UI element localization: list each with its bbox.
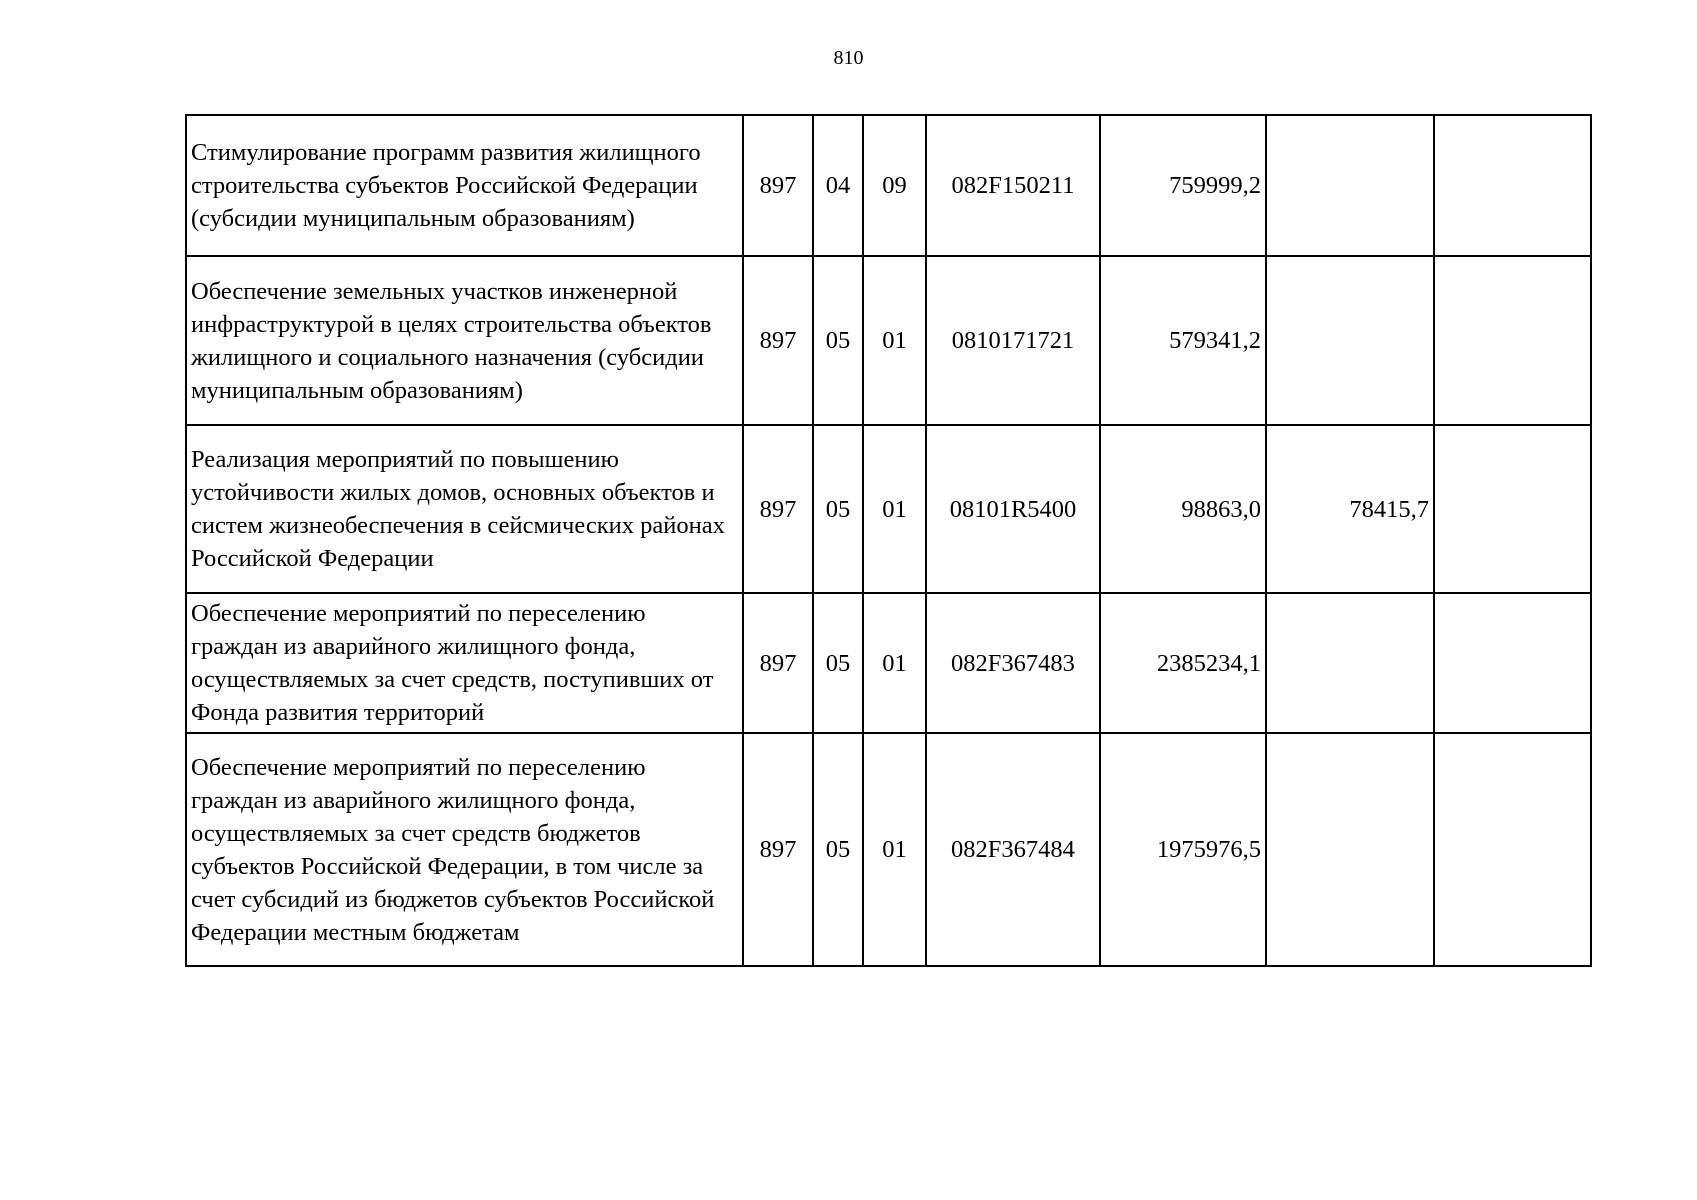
amount-federal-cell: 78415,7 [1266, 425, 1434, 593]
target-article-cell: 082F367483 [926, 593, 1100, 733]
target-article-cell: 08101R5400 [926, 425, 1100, 593]
amount-extra-cell [1434, 733, 1591, 966]
section-cell: 05 [813, 425, 863, 593]
table-row [186, 593, 1591, 733]
section-cell: 05 [813, 593, 863, 733]
table-row [186, 733, 1591, 966]
target-article-cell: 082F150211 [926, 115, 1100, 256]
amount-extra-cell [1434, 425, 1591, 593]
grbs-cell: 897 [743, 256, 813, 425]
page-number: 810 [833, 47, 864, 69]
row-name-cell: Реализация мероприятий по повышению устойчивости жилых домов, основных объектов и систем жизнеобеспечения в сейсмических районах Российской Федерации [186, 425, 743, 593]
row-name-cell: Обеспечение мероприятий по переселению граждан из аварийного жилищного фонда, осуществляемых за счет средств бюджетов субъектов Российской Федерации, в том числе за счет субсидий из бюджетов субъектов Российской Федерации местным бюджетам [186, 733, 743, 966]
grbs-cell: 897 [743, 425, 813, 593]
row-name-cell: Стимулирование программ развития жилищного строительства субъектов Российской Федерации (субсидии муниципальным образованиям) [186, 115, 743, 256]
amount-cell: 2385234,1 [1100, 593, 1266, 733]
amount-federal-cell [1266, 733, 1434, 966]
section-cell: 05 [813, 733, 863, 966]
subsection-cell: 01 [863, 256, 926, 425]
section-cell: 05 [813, 256, 863, 425]
amount-federal-cell [1266, 593, 1434, 733]
budget-table [185, 114, 1592, 967]
amount-federal-cell [1266, 256, 1434, 425]
row-name-cell: Обеспечение мероприятий по переселению граждан из аварийного жилищного фонда, осуществляемых за счет средств, поступивших от Фонда развития территорий [186, 593, 743, 733]
amount-federal-cell [1266, 115, 1434, 256]
amount-cell: 1975976,5 [1100, 733, 1266, 966]
row-name-cell: Обеспечение земельных участков инженерной инфраструктурой в целях строительства объектов жилищного и социального назначения (субсидии муниципальным образованиям) [186, 256, 743, 425]
table-row [186, 115, 1591, 256]
subsection-cell: 09 [863, 115, 926, 256]
amount-cell: 759999,2 [1100, 115, 1266, 256]
table-row [186, 256, 1591, 425]
amount-cell: 98863,0 [1100, 425, 1266, 593]
target-article-cell: 082F367484 [926, 733, 1100, 966]
amount-extra-cell [1434, 593, 1591, 733]
target-article-cell: 0810171721 [926, 256, 1100, 425]
subsection-cell: 01 [863, 593, 926, 733]
section-cell: 04 [813, 115, 863, 256]
grbs-cell: 897 [743, 733, 813, 966]
amount-extra-cell [1434, 115, 1591, 256]
table-row [186, 425, 1591, 593]
grbs-cell: 897 [743, 115, 813, 256]
subsection-cell: 01 [863, 733, 926, 966]
subsection-cell: 01 [863, 425, 926, 593]
amount-cell: 579341,2 [1100, 256, 1266, 425]
amount-extra-cell [1434, 256, 1591, 425]
grbs-cell: 897 [743, 593, 813, 733]
